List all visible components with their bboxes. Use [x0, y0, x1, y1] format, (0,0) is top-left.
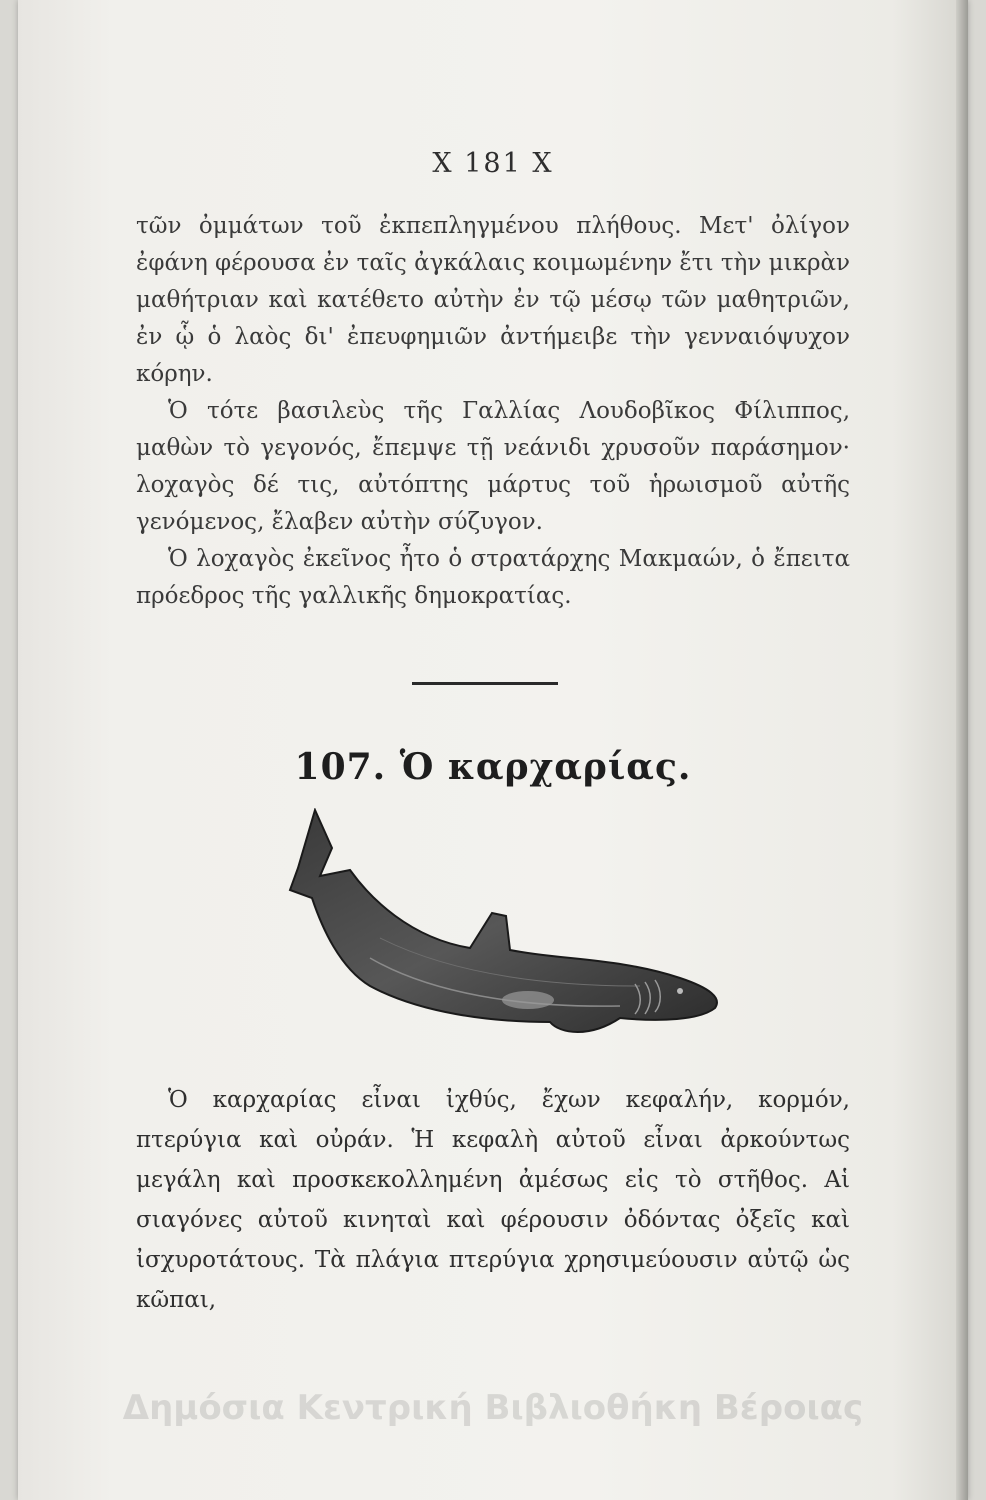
paragraph: Ὁ καρχαρίας εἶναι ἰχθύς, ἔχων κεφαλήν, κορμόν, πτερύγια καὶ οὐράν. Ἡ κεφαλὴ αὐτοῦ εἶναι ἀρκούντως μεγάλη καὶ προσκεκολλημένη ἀμέσως εἰς τὸ στῆθος. Αἱ σιαγόνες αὐτοῦ κινηταὶ καὶ φέρουσιν ὀδόντας ὀξεῖς καὶ ἰσχυροτάτους. Τὰ πλάγια πτερύγια χρησιμεύουσιν αὐτῷ ὡς κῶπαι,: [136, 1087, 850, 1313]
bottom-text-block: [136, 1080, 850, 1320]
section-divider: [412, 682, 558, 685]
page-number: Χ 181 Χ: [432, 148, 554, 179]
paragraph: Ὁ λοχαγὸς ἐκεῖνος ἦτο ὁ στρατάρχης Μακμαών, ὁ ἔπειτα πρόεδρος τῆς γαλλικῆς δημοκρατίας.: [136, 546, 850, 609]
paragraph: τῶν ὀμμάτων τοῦ ἐκπεπληγμένου πλήθους. Μετ' ὀλίγον ἐφάνη φέρουσα ἐν ταῖς ἀγκάλαις κοιμωμένην ἔτι τὴν μικρὰν μαθήτριαν καὶ κατέθετο αὐτὴν ἐν τῷ μέσῳ τῶν μαθητριῶν, ἐν ᾧ ὁ λαὸς δι' ἐπευφημιῶν ἀντήμειβε τὴν γενναιόψυχον κόρην.: [136, 213, 850, 387]
paragraph: Ὁ τότε βασιλεὺς τῆς Γαλλίας Λουδοβῖκος Φίλιππος, μαθὼν τὸ γεγονός, ἔπεμψε τῇ νεάνιδι χρυσοῦν παράσημον· λοχαγὸς δέ τις, αὐτόπτης μάρτυς τοῦ ἡρωισμοῦ αὐτῆς γενόμενος, ἔλαβεν αὐτὴν σύζυγον.: [136, 398, 850, 535]
section-title: 107. Ὁ καρχαρίας.: [294, 746, 692, 788]
shark-icon: [260, 808, 730, 1038]
top-text-block: [136, 208, 850, 615]
library-watermark: Δημόσια Κεντρική Βιβλιοθήκη Βέροιας: [122, 1388, 864, 1428]
